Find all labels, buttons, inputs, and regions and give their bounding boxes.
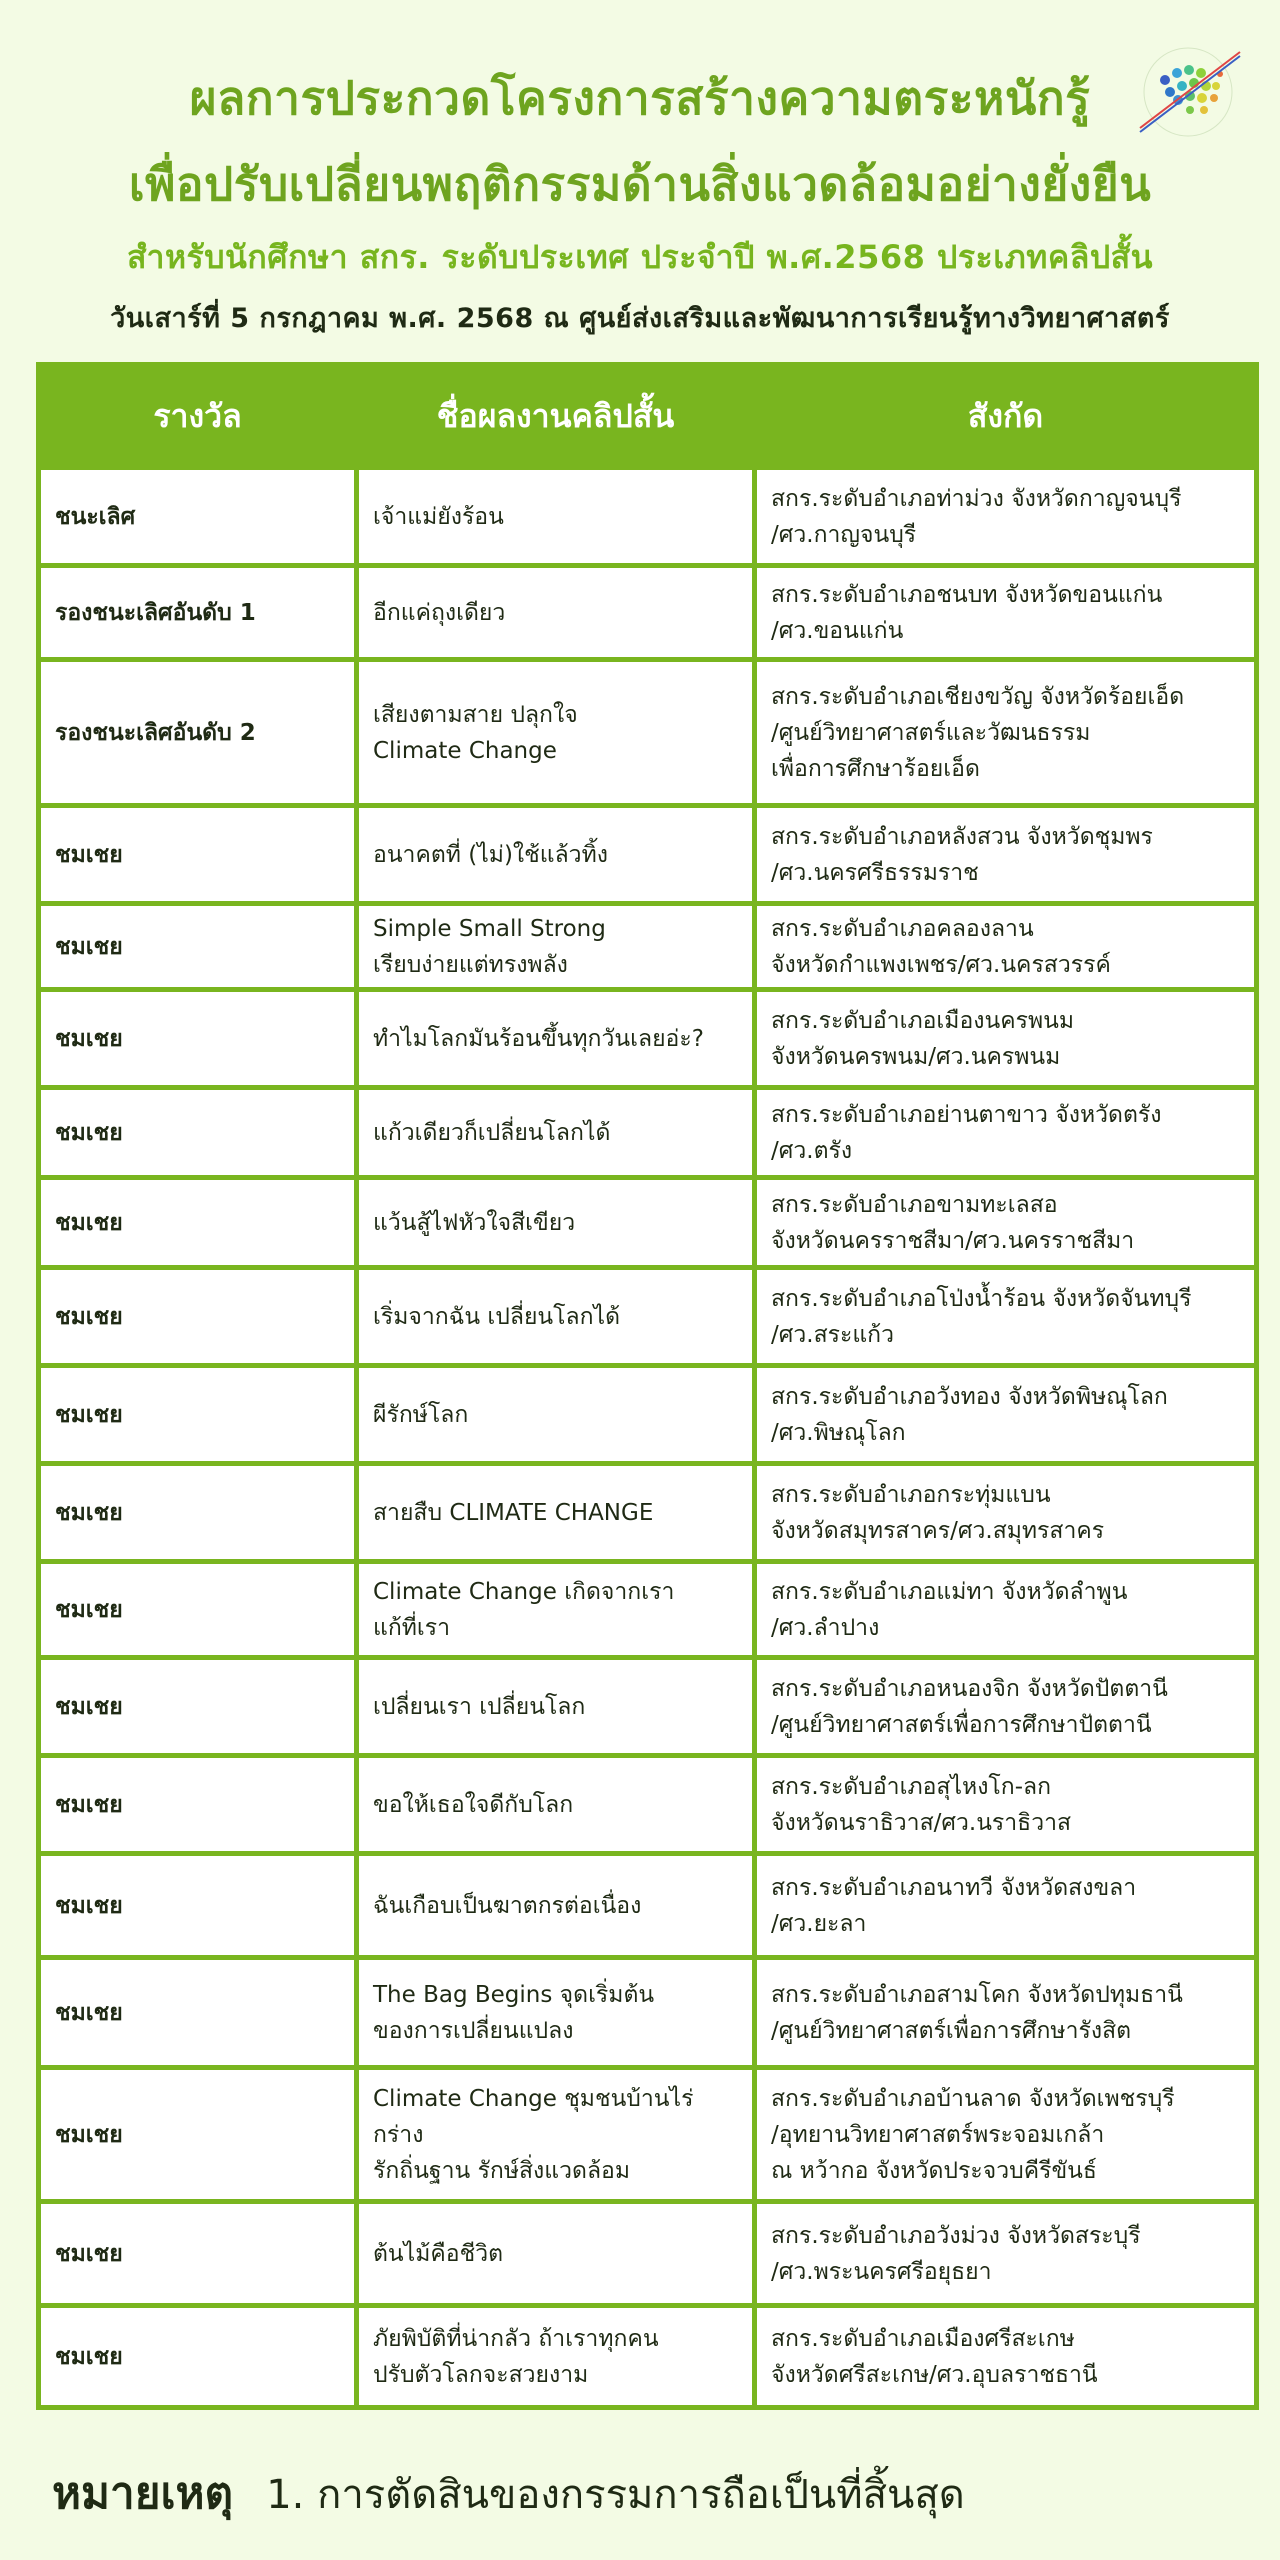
affiliation-cell (755, 1464, 1257, 1562)
affiliation-line: /ศว.ขอนแก่น (771, 617, 904, 644)
table-row (39, 1562, 1257, 1658)
affiliation-line: ณ หว้ากอ จังหวัดประจวบคีรีขันธ์ (771, 2157, 1097, 2184)
clip-title-line: แก้ที่เรา (373, 1614, 451, 1641)
affiliation-cell (755, 1366, 1257, 1464)
footer-note (52, 2458, 1232, 2528)
affiliation-cell (755, 566, 1257, 660)
affiliation-cell (755, 1562, 1257, 1658)
table-header-row (39, 365, 1257, 468)
clip-title-line: ของการเปลี่ยนแปลง (373, 2017, 574, 2044)
award-cell: ชมเชย (39, 1366, 357, 1464)
affiliation-cell (755, 904, 1257, 990)
clip-title-cell (357, 566, 755, 660)
note-text: 1. การตัดสินของกรรมการถือเป็นที่สิ้นสุด (266, 2472, 965, 2518)
affiliation-line: สกร.ระดับอำเภอเมืองศรีสะเกษ (771, 2325, 1075, 2352)
award-cell: ชนะเลิศ (39, 468, 357, 566)
clip-title-line: เปลี่ยนเรา เปลี่ยนโลก (373, 1693, 586, 1720)
award-cell: ชมเชย (39, 904, 357, 990)
affiliation-cell (755, 1178, 1257, 1268)
clip-title-line: เจ้าแม่ยังร้อน (373, 503, 504, 530)
clip-title-line: เสียงตามสาย ปลุกใจ (373, 701, 578, 728)
affiliation-line: สกร.ระดับอำเภอคลองลาน (771, 915, 1034, 942)
affiliation-line: สกร.ระดับอำเภอหนองจิก จังหวัดปัตตานี (771, 1675, 1168, 1702)
affiliation-cell (755, 1088, 1257, 1178)
clip-title-cell (357, 1756, 755, 1854)
clip-title-cell (357, 2202, 755, 2306)
affiliation-line: สกร.ระดับอำเภอหลังสวน จังหวัดชุมพร (771, 823, 1153, 850)
affiliation-line: /ศว.พระนครศรีอยุธยา (771, 2258, 992, 2285)
award-cell: ชมเชย (39, 2068, 357, 2202)
table-row (39, 1958, 1257, 2068)
affiliation-line: /ศว.ยะลา (771, 1910, 867, 1937)
affiliation-cell (755, 990, 1257, 1088)
table-row (39, 566, 1257, 660)
affiliation-line: สกร.ระดับอำเภอวังทอง จังหวัดพิษณุโลก (771, 1383, 1168, 1410)
award-cell: ชมเชย (39, 1658, 357, 1756)
affiliation-cell (755, 1756, 1257, 1854)
clip-title-cell (357, 1178, 755, 1268)
affiliation-line: /อุทยานวิทยาศาสตร์พระจอมเกล้า (771, 2121, 1105, 2148)
clip-title-line: เริ่มจากฉัน เปลี่ยนโลกได้ (373, 1303, 621, 1330)
affiliation-cell (755, 468, 1257, 566)
award-cell: ชมเชย (39, 1268, 357, 1366)
note-label: หมายเหตุ (52, 2468, 234, 2519)
table-row (39, 2202, 1257, 2306)
clip-title-line: เรียบง่ายแต่ทรงพลัง (373, 951, 568, 978)
clip-title-line: แว้นสู้ไฟหัวใจสีเขียว (373, 1209, 576, 1236)
table-row (39, 1658, 1257, 1756)
affiliation-line: /ศูนย์วิทยาศาสตร์เพื่อการศึกษาปัตตานี (771, 1711, 1152, 1738)
affiliation-line: จังหวัดสมุทรสาคร/ศว.สมุทรสาคร (771, 1517, 1105, 1544)
award-cell: ชมเชย (39, 1562, 357, 1658)
affiliation-line: เพื่อการศึกษาร้อยเอ็ด (771, 755, 980, 782)
affiliation-line: /ศว.สระแก้ว (771, 1321, 894, 1348)
affiliation-cell (755, 1268, 1257, 1366)
award-cell: ชมเชย (39, 990, 357, 1088)
award-cell: ชมเชย (39, 1756, 357, 1854)
clip-title-line: ภัยพิบัติที่น่ากลัว ถ้าเราทุกคน (373, 2325, 659, 2352)
affiliation-line: สกร.ระดับอำเภอสามโคก จังหวัดปทุมธานี (771, 1981, 1183, 2008)
award-cell: ชมเชย (39, 1854, 357, 1958)
clip-title-line: รักถิ่นฐาน รักษ์สิ่งแวดล้อม (373, 2157, 631, 2184)
clip-title-line: Climate Change ชุมชนบ้านไร่กร่าง (373, 2085, 694, 2148)
award-cell: ชมเชย (39, 1178, 357, 1268)
clip-title-line: Simple Small Strong (373, 915, 606, 942)
award-cell: ชมเชย (39, 2306, 357, 2408)
table-row (39, 468, 1257, 566)
table-row (39, 1088, 1257, 1178)
affiliation-line: สกร.ระดับอำเภอเชียงขวัญ จังหวัดร้อยเอ็ด (771, 683, 1185, 710)
page-title-line1: ผลการประกวดโครงการสร้างความตระหนักรู้ (189, 71, 1091, 125)
page-subtitle: สำหรับนักศึกษา สกร. ระดับประเทศ ประจำปี พ.ศ.2568 ประเภทคลิปสั้น (126, 238, 1154, 276)
affiliation-line: สกร.ระดับอำเภอนาทวี จังหวัดสงขลา (771, 1874, 1137, 1901)
column-header-affiliation: สังกัด (755, 365, 1257, 468)
clip-title-cell (357, 1958, 755, 2068)
affiliation-line: จังหวัดกำแพงเพชร/ศว.นครสวรรค์ (771, 951, 1111, 978)
affiliation-line: /ศว.นครศรีธรรมราช (771, 859, 979, 886)
clip-title-cell (357, 660, 755, 806)
table-row (39, 660, 1257, 806)
award-cell: ชมเชย (39, 2202, 357, 2306)
affiliation-line: สกร.ระดับอำเภอขามทะเลสอ (771, 1191, 1058, 1218)
affiliation-cell (755, 806, 1257, 904)
affiliation-line: /ศว.กาญจนบุรี (771, 521, 917, 548)
dotted-circle-logo-icon (1120, 40, 1255, 150)
award-cell: รองชนะเลิศอันดับ 1 (39, 566, 357, 660)
clip-title-line: สายสืบ CLIMATE CHANGE (373, 1499, 654, 1526)
clip-title-cell (357, 1658, 755, 1756)
table-row (39, 1464, 1257, 1562)
clip-title-cell (357, 1268, 755, 1366)
affiliation-line: จังหวัดนราธิวาส/ศว.นราธิวาส (771, 1809, 1072, 1836)
clip-title-cell (357, 1854, 755, 1958)
column-header-title: ชื่อผลงานคลิปสั้น (357, 365, 755, 468)
award-cell: รองชนะเลิศอันดับ 2 (39, 660, 357, 806)
table-row (39, 1178, 1257, 1268)
award-cell: ชมเชย (39, 1088, 357, 1178)
clip-title-line: ปรับตัวโลกจะสวยงาม (373, 2361, 589, 2388)
affiliation-cell (755, 660, 1257, 806)
affiliation-line: /ศว.พิษณุโลก (771, 1419, 906, 1446)
affiliation-cell (755, 2202, 1257, 2306)
clip-title-line: อนาคตที่ (ไม่)ใช้แล้วทิ้ง (373, 841, 608, 868)
results-table (36, 362, 1254, 2410)
clip-title-line: Climate Change (373, 737, 557, 764)
clip-title-cell (357, 2068, 755, 2202)
affiliation-cell (755, 2068, 1257, 2202)
clip-title-line: ทำไมโลกมันร้อนขึ้นทุกวันเลยอ่ะ? (373, 1025, 704, 1052)
clip-title-line: อีกแค่ถุงเดียว (373, 599, 506, 626)
clip-title-line: ผีรักษ์โลก (373, 1401, 469, 1428)
affiliation-line: /ศูนย์วิทยาศาสตร์และวัฒนธรรม (771, 719, 1091, 746)
clip-title-cell (357, 1088, 755, 1178)
event-date-venue: วันเสาร์ที่ 5 กรกฎาคม พ.ศ. 2568 ณ ศูนย์ส่งเสริมและพัฒนาการเรียนรู้ทางวิทยาศาสตร์ (110, 303, 1170, 334)
affiliation-cell (755, 1854, 1257, 1958)
table-row (39, 2068, 1257, 2202)
clip-title-cell (357, 904, 755, 990)
clip-title-cell (357, 1366, 755, 1464)
award-cell: ชมเชย (39, 1464, 357, 1562)
clip-title-line: Climate Change เกิดจากเรา (373, 1578, 675, 1605)
affiliation-cell (755, 2306, 1257, 2408)
header (0, 0, 1280, 360)
affiliation-line: /ศว.ลำปาง (771, 1614, 880, 1641)
table-row (39, 990, 1257, 1088)
clip-title-line: ขอให้เธอใจดีกับโลก (373, 1791, 574, 1818)
affiliation-line: สกร.ระดับอำเภอแม่ทา จังหวัดลำพูน (771, 1578, 1128, 1605)
clip-title-cell (357, 806, 755, 904)
table-row (39, 2306, 1257, 2408)
affiliation-line: จังหวัดนครราชสีมา/ศว.นครราชสีมา (771, 1227, 1135, 1254)
award-cell: ชมเชย (39, 1958, 357, 2068)
table-row (39, 1366, 1257, 1464)
table-row (39, 904, 1257, 990)
table-row (39, 1854, 1257, 1958)
affiliation-line: สกร.ระดับอำเภอย่านตาขาว จังหวัดตรัง (771, 1101, 1162, 1128)
affiliation-line: สกร.ระดับอำเภอสุไหงโก-ลก (771, 1773, 1052, 1800)
affiliation-line: สกร.ระดับอำเภอวังม่วง จังหวัดสระบุรี (771, 2222, 1141, 2249)
affiliation-line: สกร.ระดับอำเภอโป่งน้ำร้อน จังหวัดจันทบุรี (771, 1285, 1192, 1312)
table-row (39, 1268, 1257, 1366)
clip-title-cell (357, 990, 755, 1088)
clip-title-line: แก้วเดียวก็เปลี่ยนโลกได้ (373, 1119, 611, 1146)
affiliation-line: /ศว.ตรัง (771, 1137, 853, 1164)
affiliation-line: สกร.ระดับอำเภอบ้านลาด จังหวัดเพชรบุรี (771, 2085, 1175, 2112)
affiliation-line: สกร.ระดับอำเภอเมืองนครพนม (771, 1007, 1075, 1034)
affiliation-line: /ศูนย์วิทยาศาสตร์เพื่อการศึกษารังสิต (771, 2017, 1132, 2044)
clip-title-line: The Bag Begins จุดเริ่มต้น (373, 1981, 655, 2008)
clip-title-cell (357, 1562, 755, 1658)
table-row (39, 1756, 1257, 1854)
clip-title-line: ฉันเกือบเป็นฆาตกรต่อเนื่อง (373, 1892, 642, 1919)
page-title-line2: เพื่อปรับเปลี่ยนพฤติกรรมด้านสิ่งแวดล้อมอย่างยั่งยืน (128, 157, 1152, 211)
affiliation-cell (755, 1958, 1257, 2068)
affiliation-line: สกร.ระดับอำเภอกระทุ่มแบน (771, 1481, 1051, 1508)
affiliation-cell (755, 1658, 1257, 1756)
clip-title-cell (357, 1464, 755, 1562)
affiliation-line: สกร.ระดับอำเภอชนบท จังหวัดขอนแก่น (771, 581, 1163, 608)
affiliation-line: จังหวัดศรีสะเกษ/ศว.อุบลราชธานี (771, 2361, 1098, 2388)
affiliation-line: สกร.ระดับอำเภอท่าม่วง จังหวัดกาญจนบุรี (771, 485, 1182, 512)
award-cell: ชมเชย (39, 806, 357, 904)
clip-title-cell (357, 468, 755, 566)
table-row (39, 806, 1257, 904)
clip-title-line: ต้นไม้คือชีวิต (373, 2240, 504, 2267)
affiliation-line: จังหวัดนครพนม/ศว.นครพนม (771, 1043, 1061, 1070)
clip-title-cell (357, 2306, 755, 2408)
column-header-award: รางวัล (39, 365, 357, 468)
